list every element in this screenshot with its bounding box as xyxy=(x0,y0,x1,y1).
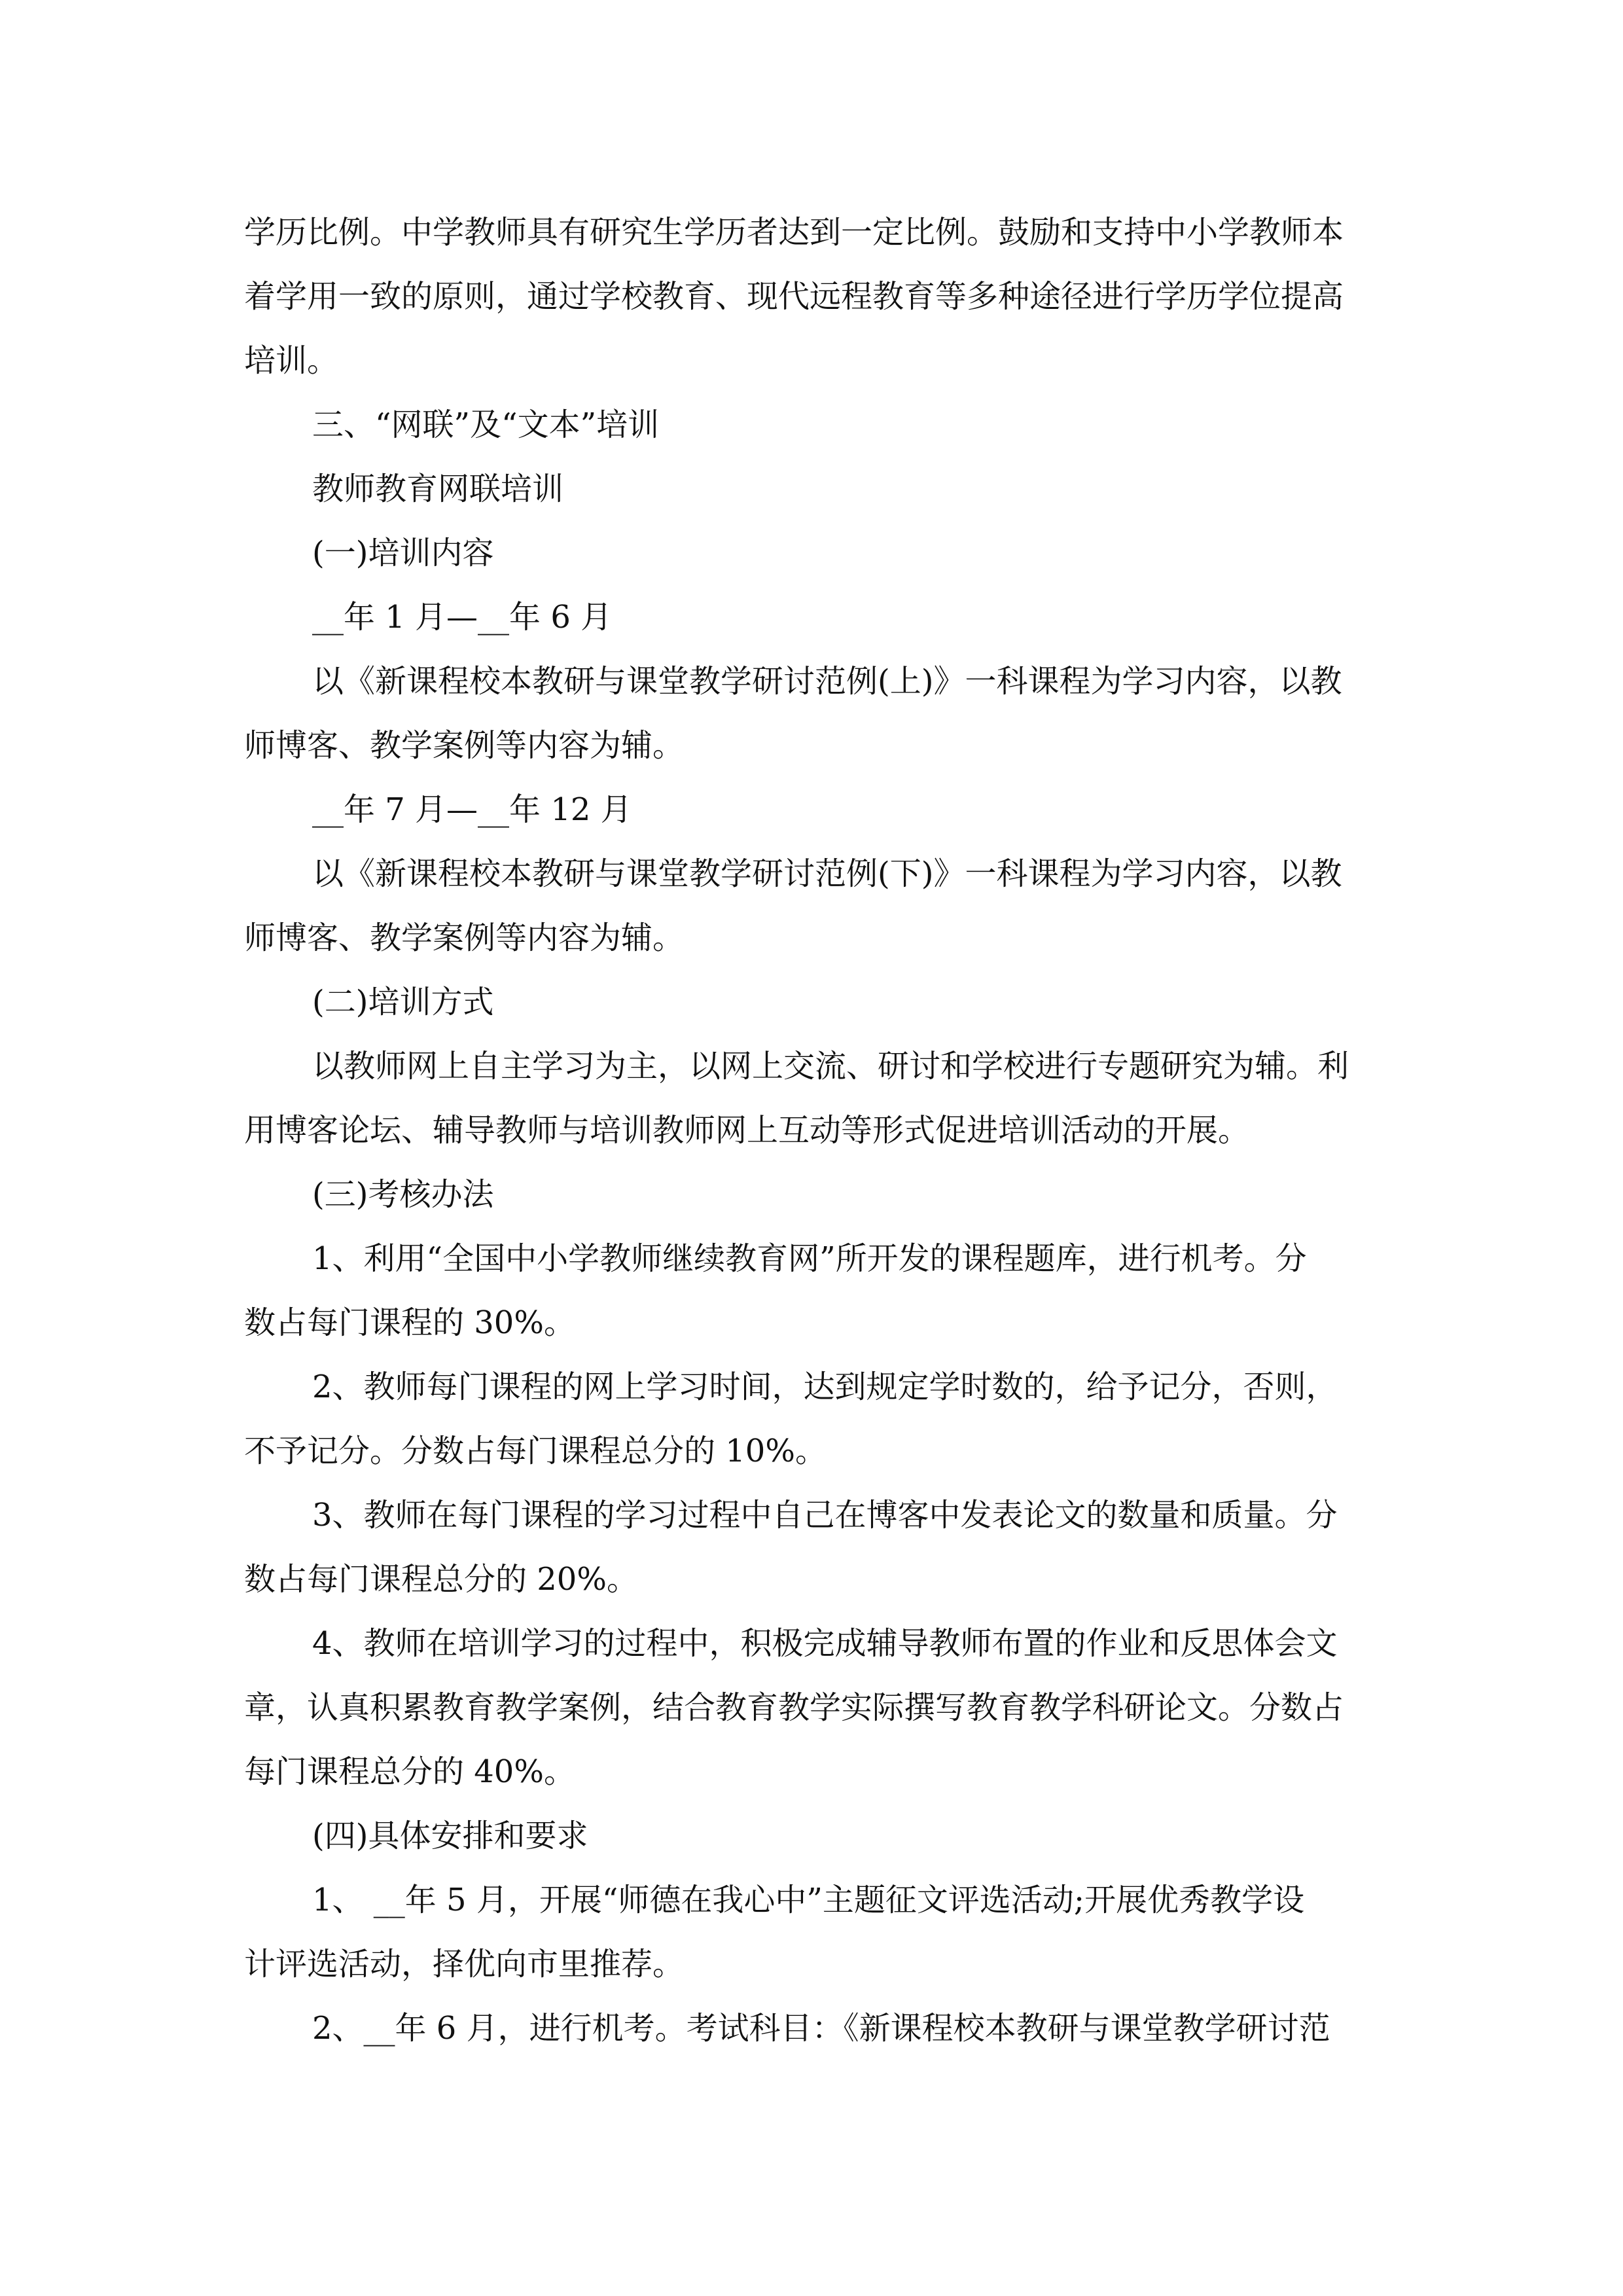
text-line: 以《新课程校本教研与课堂教学研讨范例(上)》一科课程为学习内容，以教 xyxy=(312,663,1342,700)
text-line: (一)培训内容 xyxy=(312,535,494,571)
text-line: 1、利用“全国中小学教师继续教育网”所开发的课程题库，进行机考。分 xyxy=(312,1240,1307,1277)
document-body xyxy=(244,200,1379,2060)
text-line: 以《新课程校本教研与课堂教学研讨范例(下)》一科课程为学习内容，以教 xyxy=(312,855,1342,892)
text-line: (三)考核办法 xyxy=(312,1176,494,1213)
text-line: 数占每门课程总分的 20%。 xyxy=(244,1561,638,1598)
text-line: 用博客论坛、辅导教师与培训教师网上互动等形式促进培训活动的开展。 xyxy=(244,1112,1250,1149)
text-line: 每门课程总分的 40%。 xyxy=(244,1753,575,1790)
text-line: 1、 __年 5 月，开展“师德在我心中”主题征文评选活动;开展优秀教学设 xyxy=(312,1882,1305,1918)
text-line: 教师教育网联培训 xyxy=(312,471,564,507)
text-line: 2、__年 6 月，进行机考。考试科目：《新课程校本教研与课堂教学研讨范 xyxy=(312,2010,1330,2047)
text-line: 不予记分。分数占每门课程总分的 10%。 xyxy=(244,1433,827,1469)
text-line: 3、教师在每门课程的学习过程中自己在博客中发表论文的数量和质量。分 xyxy=(312,1497,1338,1534)
text-line: (二)培训方式 xyxy=(312,984,494,1020)
text-line: 2、教师每门课程的网上学习时间，达到规定学时数的，给予记分，否则， xyxy=(312,1369,1338,1405)
text-line: __年 7 月—__年 12 月 xyxy=(312,791,632,828)
text-line: 着学用一致的原则，通过学校教育、现代远程教育等多种途径进行学历学位提高 xyxy=(244,278,1344,315)
text-line: 师博客、教学案例等内容为辅。 xyxy=(244,727,685,764)
text-line: 培训。 xyxy=(244,342,339,379)
text-line: 师博客、教学案例等内容为辅。 xyxy=(244,920,685,956)
text-line: 学历比例。中学教师具有研究生学历者达到一定比例。鼓励和支持中小学教师本 xyxy=(244,214,1344,251)
text-line: 章，认真积累教育教学案例，结合教育教学实际撰写教育教学科研论文。分数占 xyxy=(244,1689,1344,1726)
text-line: 计评选活动，择优向市里推荐。 xyxy=(244,1946,685,1982)
text-line: (四)具体安排和要求 xyxy=(312,1818,588,1854)
text-line: 4、教师在培训学习的过程中，积极完成辅导教师布置的作业和反思体会文 xyxy=(312,1625,1338,1662)
text-line: 以教师网上自主学习为主，以网上交流、研讨和学校进行专题研究为辅。利 xyxy=(312,1048,1349,1085)
text-line: 数占每门课程的 30%。 xyxy=(244,1304,575,1341)
text-line: 三、“网联”及“文本”培训 xyxy=(312,406,660,443)
text-line: __年 1 月—__年 6 月 xyxy=(312,599,613,636)
